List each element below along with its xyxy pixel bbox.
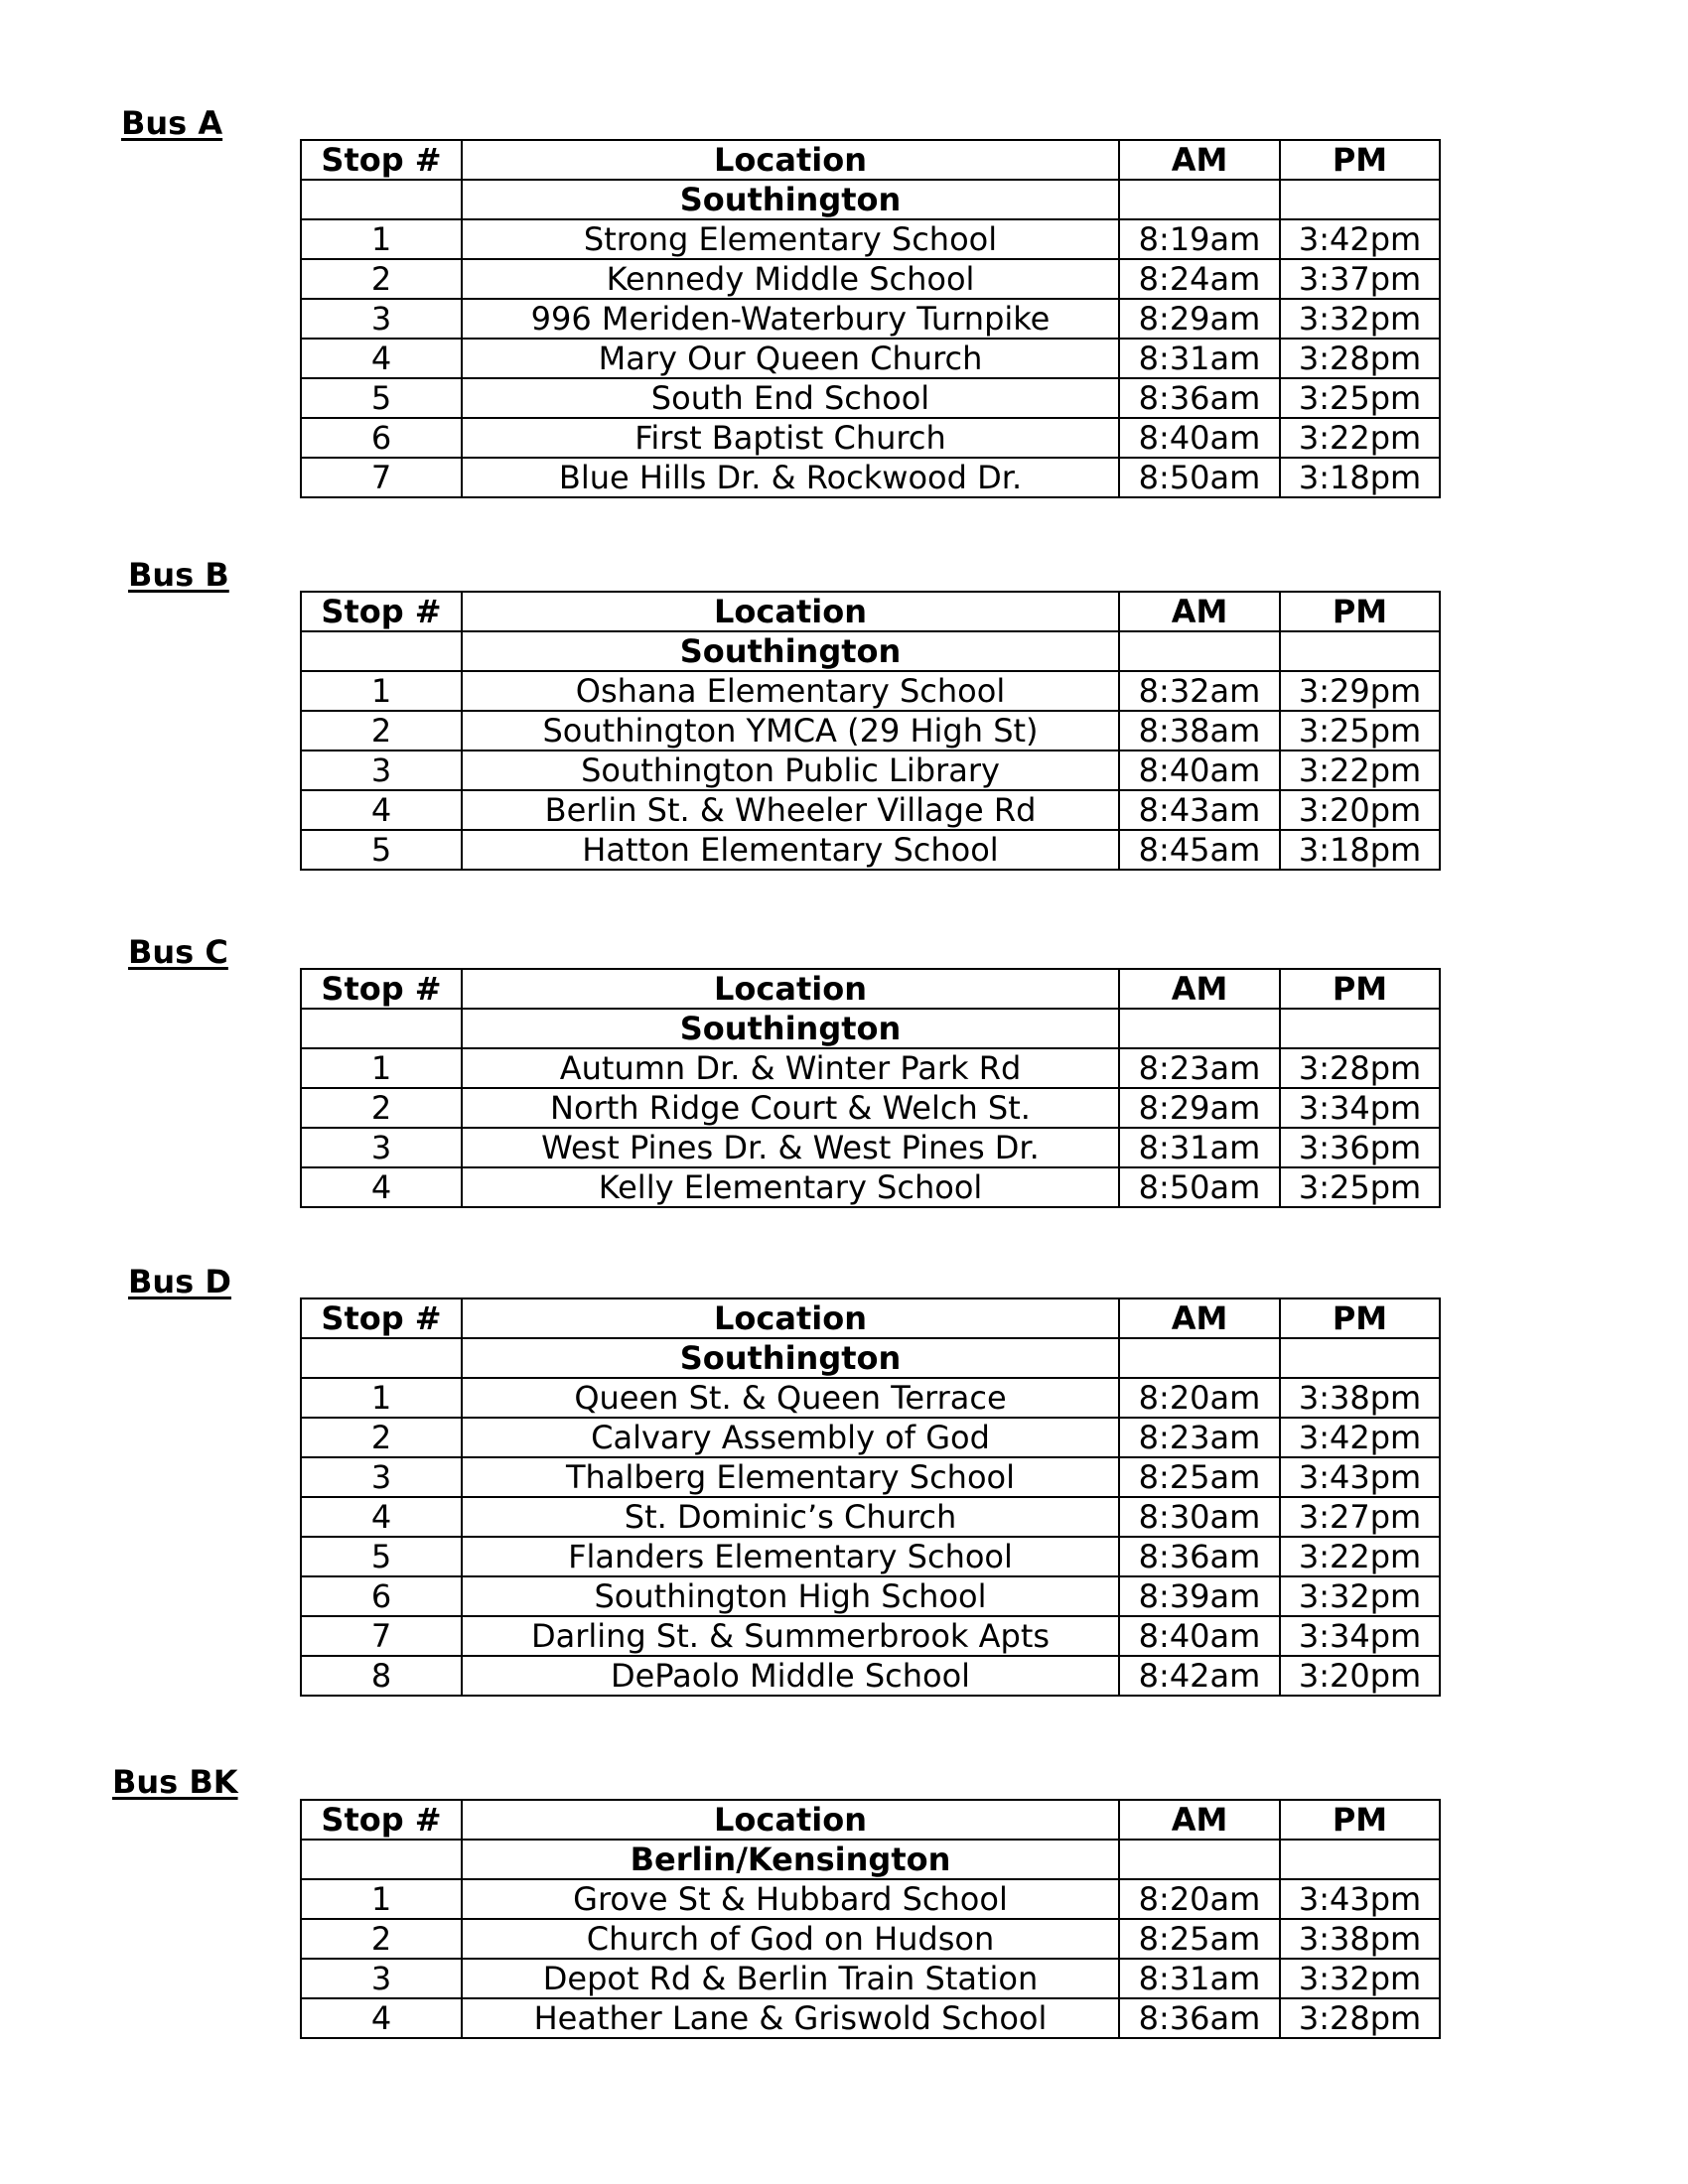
table-row [301,751,1440,790]
stop-location: Thalberg Elementary School [462,1457,1119,1497]
am-time: 8:40am [1119,418,1280,458]
stop-location: Berlin St. & Wheeler Village Rd [462,790,1119,830]
am-time: 8:25am [1119,1919,1280,1959]
am-time: 8:31am [1119,339,1280,378]
pm-time: 3:28pm [1280,1048,1440,1088]
empty-cell [301,1840,462,1879]
stop-number: 2 [301,711,462,751]
am-time: 8:23am [1119,1418,1280,1457]
am-time: 8:20am [1119,1879,1280,1919]
am-time: 8:39am [1119,1576,1280,1616]
region-row [301,1840,1440,1879]
am-time: 8:31am [1119,1959,1280,1998]
stop-number: 3 [301,1959,462,1998]
pm-time: 3:42pm [1280,1418,1440,1457]
schedule-table [300,1297,1441,1697]
column-header: Location [462,969,1119,1009]
column-header: Location [462,592,1119,631]
column-header: AM [1119,140,1280,180]
column-header: PM [1280,592,1440,631]
am-time: 8:40am [1119,751,1280,790]
column-header: Stop # [301,969,462,1009]
empty-cell [301,631,462,671]
stop-number: 1 [301,1879,462,1919]
region-name: Berlin/Kensington [462,1840,1119,1879]
table-row [301,219,1440,259]
header-row [301,1800,1440,1840]
stop-location: First Baptist Church [462,418,1119,458]
table-row [301,1998,1440,2038]
am-time: 8:32am [1119,671,1280,711]
region-row [301,631,1440,671]
stop-location: Flanders Elementary School [462,1537,1119,1576]
empty-cell [1119,1009,1280,1048]
pm-time: 3:34pm [1280,1088,1440,1128]
header-row [301,140,1440,180]
stop-location: Mary Our Queen Church [462,339,1119,378]
stop-location: Oshana Elementary School [462,671,1119,711]
stop-location: Hatton Elementary School [462,830,1119,870]
stop-location: Darling St. & Summerbrook Apts [462,1616,1119,1656]
column-header: Location [462,1298,1119,1338]
bus-title: Bus D [128,1263,231,1300]
column-header: Stop # [301,1298,462,1338]
am-time: 8:36am [1119,1998,1280,2038]
table-row [301,1576,1440,1616]
pm-time: 3:32pm [1280,299,1440,339]
stop-number: 7 [301,1616,462,1656]
stop-location: Autumn Dr. & Winter Park Rd [462,1048,1119,1088]
pm-time: 3:28pm [1280,1998,1440,2038]
pm-time: 3:38pm [1280,1378,1440,1418]
table-row [301,1088,1440,1128]
empty-cell [1280,631,1440,671]
table-row [301,1378,1440,1418]
am-time: 8:25am [1119,1457,1280,1497]
pm-time: 3:34pm [1280,1616,1440,1656]
am-time: 8:38am [1119,711,1280,751]
table-row [301,1497,1440,1537]
am-time: 8:36am [1119,378,1280,418]
empty-cell [1119,1338,1280,1378]
am-time: 8:20am [1119,1378,1280,1418]
am-time: 8:29am [1119,1088,1280,1128]
stop-number: 3 [301,1457,462,1497]
stop-location: 996 Meriden-Waterbury Turnpike [462,299,1119,339]
region-row [301,180,1440,219]
column-header: AM [1119,1800,1280,1840]
stop-number: 4 [301,1167,462,1207]
table-row [301,671,1440,711]
column-header: Stop # [301,1800,462,1840]
am-time: 8:50am [1119,1167,1280,1207]
pm-time: 3:18pm [1280,458,1440,497]
table-row [301,1418,1440,1457]
column-header: AM [1119,1298,1280,1338]
column-header: PM [1280,140,1440,180]
stop-location: Depot Rd & Berlin Train Station [462,1959,1119,1998]
pm-time: 3:25pm [1280,711,1440,751]
pm-time: 3:20pm [1280,1656,1440,1696]
am-time: 8:45am [1119,830,1280,870]
am-time: 8:50am [1119,458,1280,497]
pm-time: 3:27pm [1280,1497,1440,1537]
table-row [301,1959,1440,1998]
column-header: AM [1119,969,1280,1009]
stop-number: 3 [301,299,462,339]
empty-cell [1119,631,1280,671]
header-row [301,969,1440,1009]
stop-location: Church of God on Hudson [462,1919,1119,1959]
am-time: 8:43am [1119,790,1280,830]
stop-number: 4 [301,790,462,830]
stop-number: 5 [301,1537,462,1576]
am-time: 8:29am [1119,299,1280,339]
stop-number: 4 [301,339,462,378]
empty-cell [1119,180,1280,219]
empty-cell [1280,1009,1440,1048]
pm-time: 3:43pm [1280,1879,1440,1919]
empty-cell [301,1338,462,1378]
bus-title: Bus A [121,104,223,142]
stop-number: 1 [301,1378,462,1418]
table-row [301,418,1440,458]
table-row [301,1537,1440,1576]
stop-location: Grove St & Hubbard School [462,1879,1119,1919]
header-row [301,1298,1440,1338]
am-time: 8:42am [1119,1656,1280,1696]
empty-cell [1280,1338,1440,1378]
region-name: Southington [462,631,1119,671]
schedule-table [300,968,1441,1208]
pm-time: 3:38pm [1280,1919,1440,1959]
stop-number: 8 [301,1656,462,1696]
stop-location: Southington High School [462,1576,1119,1616]
table-row [301,1879,1440,1919]
bus-title: Bus BK [112,1763,238,1801]
stop-location: Heather Lane & Griswold School [462,1998,1119,2038]
stop-location: St. Dominic’s Church [462,1497,1119,1537]
column-header: Stop # [301,592,462,631]
stop-location: DePaolo Middle School [462,1656,1119,1696]
stop-location: Kelly Elementary School [462,1167,1119,1207]
table-row [301,299,1440,339]
table-row [301,711,1440,751]
stop-location: Southington YMCA (29 High St) [462,711,1119,751]
empty-cell [301,1009,462,1048]
table-row [301,458,1440,497]
pm-time: 3:20pm [1280,790,1440,830]
table-row [301,1048,1440,1088]
table-row [301,1167,1440,1207]
stop-number: 6 [301,1576,462,1616]
pm-time: 3:37pm [1280,259,1440,299]
stop-number: 1 [301,219,462,259]
am-time: 8:36am [1119,1537,1280,1576]
stop-number: 2 [301,259,462,299]
stop-number: 4 [301,1497,462,1537]
column-header: Location [462,1800,1119,1840]
column-header: Stop # [301,140,462,180]
table-row [301,259,1440,299]
stop-number: 2 [301,1418,462,1457]
stop-location: Strong Elementary School [462,219,1119,259]
bus-title: Bus C [128,933,228,971]
stop-number: 3 [301,751,462,790]
empty-cell [301,180,462,219]
column-header: Location [462,140,1119,180]
empty-cell [1119,1840,1280,1879]
pm-time: 3:29pm [1280,671,1440,711]
pm-time: 3:22pm [1280,418,1440,458]
stop-number: 2 [301,1088,462,1128]
pm-time: 3:36pm [1280,1128,1440,1167]
pm-time: 3:22pm [1280,751,1440,790]
stop-number: 3 [301,1128,462,1167]
table-row [301,1128,1440,1167]
pm-time: 3:43pm [1280,1457,1440,1497]
empty-cell [1280,1840,1440,1879]
stop-number: 1 [301,671,462,711]
stop-location: North Ridge Court & Welch St. [462,1088,1119,1128]
table-row [301,790,1440,830]
schedule-table [300,1799,1441,2039]
am-time: 8:30am [1119,1497,1280,1537]
table-row [301,378,1440,418]
stop-number: 2 [301,1919,462,1959]
table-row [301,1919,1440,1959]
table-row [301,830,1440,870]
pm-time: 3:18pm [1280,830,1440,870]
am-time: 8:31am [1119,1128,1280,1167]
stop-location: Queen St. & Queen Terrace [462,1378,1119,1418]
column-header: AM [1119,592,1280,631]
table-row [301,1656,1440,1696]
stop-number: 5 [301,378,462,418]
column-header: PM [1280,1800,1440,1840]
schedule-table [300,591,1441,871]
stop-number: 5 [301,830,462,870]
am-time: 8:40am [1119,1616,1280,1656]
pm-time: 3:32pm [1280,1576,1440,1616]
bus-title: Bus B [128,556,229,594]
pm-time: 3:22pm [1280,1537,1440,1576]
table-row [301,1457,1440,1497]
stop-location: West Pines Dr. & West Pines Dr. [462,1128,1119,1167]
column-header: PM [1280,969,1440,1009]
stop-number: 7 [301,458,462,497]
am-time: 8:24am [1119,259,1280,299]
schedule-table [300,139,1441,498]
region-name: Southington [462,180,1119,219]
pm-time: 3:28pm [1280,339,1440,378]
stop-location: Calvary Assembly of God [462,1418,1119,1457]
stop-number: 6 [301,418,462,458]
header-row [301,592,1440,631]
region-name: Southington [462,1338,1119,1378]
column-header: PM [1280,1298,1440,1338]
stop-location: South End School [462,378,1119,418]
stop-location: Kennedy Middle School [462,259,1119,299]
region-row [301,1009,1440,1048]
pm-time: 3:25pm [1280,1167,1440,1207]
stop-number: 4 [301,1998,462,2038]
stop-location: Southington Public Library [462,751,1119,790]
am-time: 8:23am [1119,1048,1280,1088]
table-row [301,1616,1440,1656]
stop-location: Blue Hills Dr. & Rockwood Dr. [462,458,1119,497]
am-time: 8:19am [1119,219,1280,259]
empty-cell [1280,180,1440,219]
pm-time: 3:32pm [1280,1959,1440,1998]
pm-time: 3:42pm [1280,219,1440,259]
table-row [301,339,1440,378]
region-name: Southington [462,1009,1119,1048]
stop-number: 1 [301,1048,462,1088]
pm-time: 3:25pm [1280,378,1440,418]
region-row [301,1338,1440,1378]
